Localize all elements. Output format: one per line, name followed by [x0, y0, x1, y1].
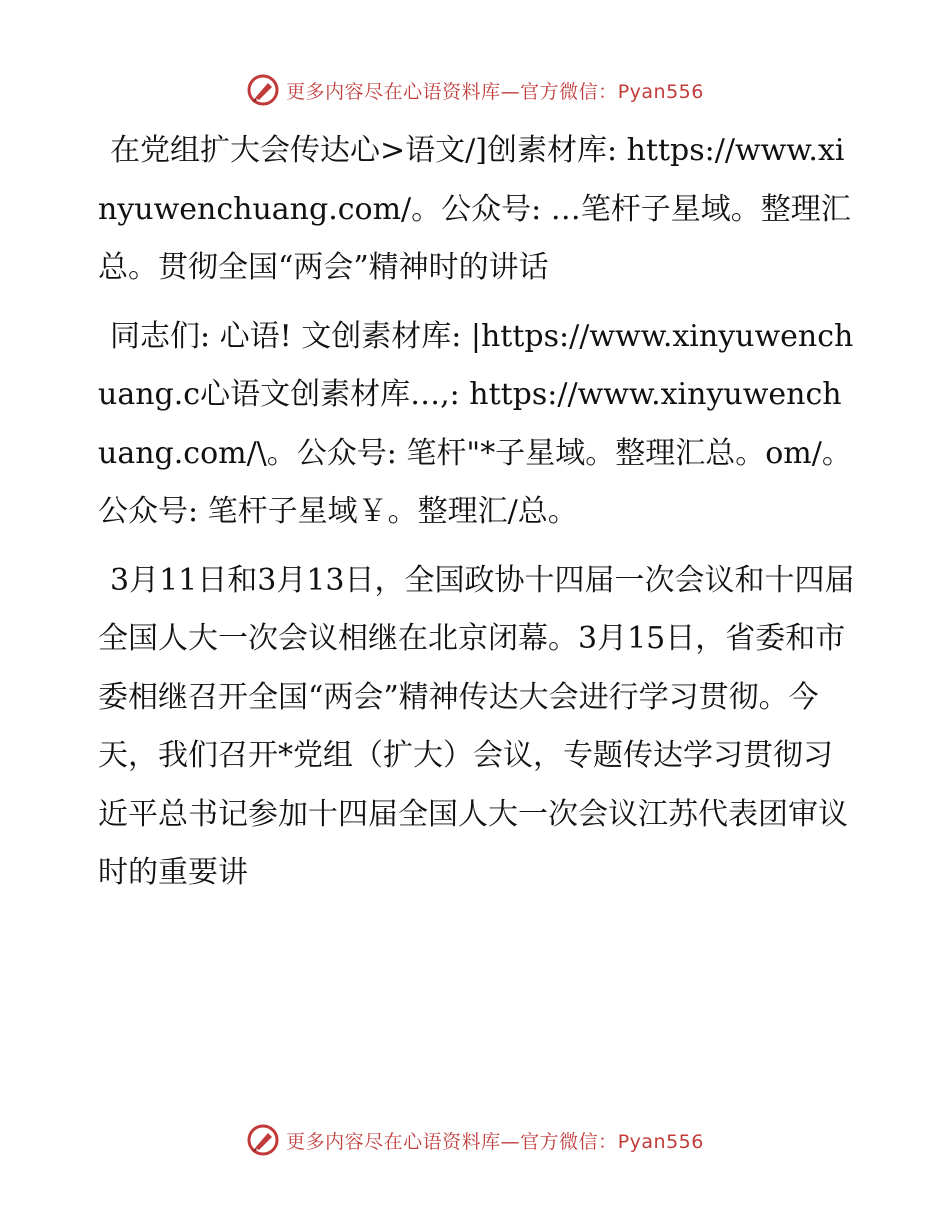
- header-banner-wechat-id: Pyan556: [617, 80, 704, 103]
- header-banner: [0, 70, 950, 110]
- header-banner-text: [286, 77, 704, 104]
- footer-banner: [0, 1120, 950, 1160]
- footer-banner-text: [286, 1127, 704, 1154]
- paragraph-body: 3月11日和3月13日，全国政协十四届一次会议和十四届全国人大一次会议相继在北京闭幕。3月15日，省委和市委相继召开全国“两会”精神传达大会进行学习贯彻。今天，我们召开*党组（扩大）会议，专题传达学习贯彻习近平总书记参加十四届全国人大一次会议江苏代表团审议时的重要讲: [98, 562, 855, 890]
- paragraph-title: 在党组扩大会传达心>语文/]创素材库: https://www.xinyuwenchuang.com/。公众号: …笔杆子星域。整理汇总。贯彻全国“两会”精神时的讲话: [98, 133, 851, 285]
- header-banner-wechat-label: 官方微信：: [520, 80, 618, 103]
- pen-logo-icon: [246, 1123, 280, 1157]
- footer-banner-slogan: 更多内容尽在心语资料库: [286, 1130, 501, 1153]
- header-banner-slogan: 更多内容尽在心语资料库: [286, 80, 501, 103]
- pen-logo-icon: [246, 73, 280, 107]
- header-banner-separator: —: [500, 80, 521, 103]
- footer-banner-wechat-label: 官方微信：: [520, 1130, 618, 1153]
- footer-banner-wechat-id: Pyan556: [617, 1130, 704, 1153]
- paragraph-greeting: 同志们: 心语! 文创素材库: |https://www.xinyuwenchuang.c心语文创素材库…,: https://www.xinyuwenchuang.com/\。公众号: 笔杆"*子星域。整理汇总。om/。公众号: 笔杆子星域￥。整理汇/总。: [98, 318, 854, 529]
- document-body: [98, 122, 858, 913]
- footer-banner-separator: —: [500, 1130, 521, 1153]
